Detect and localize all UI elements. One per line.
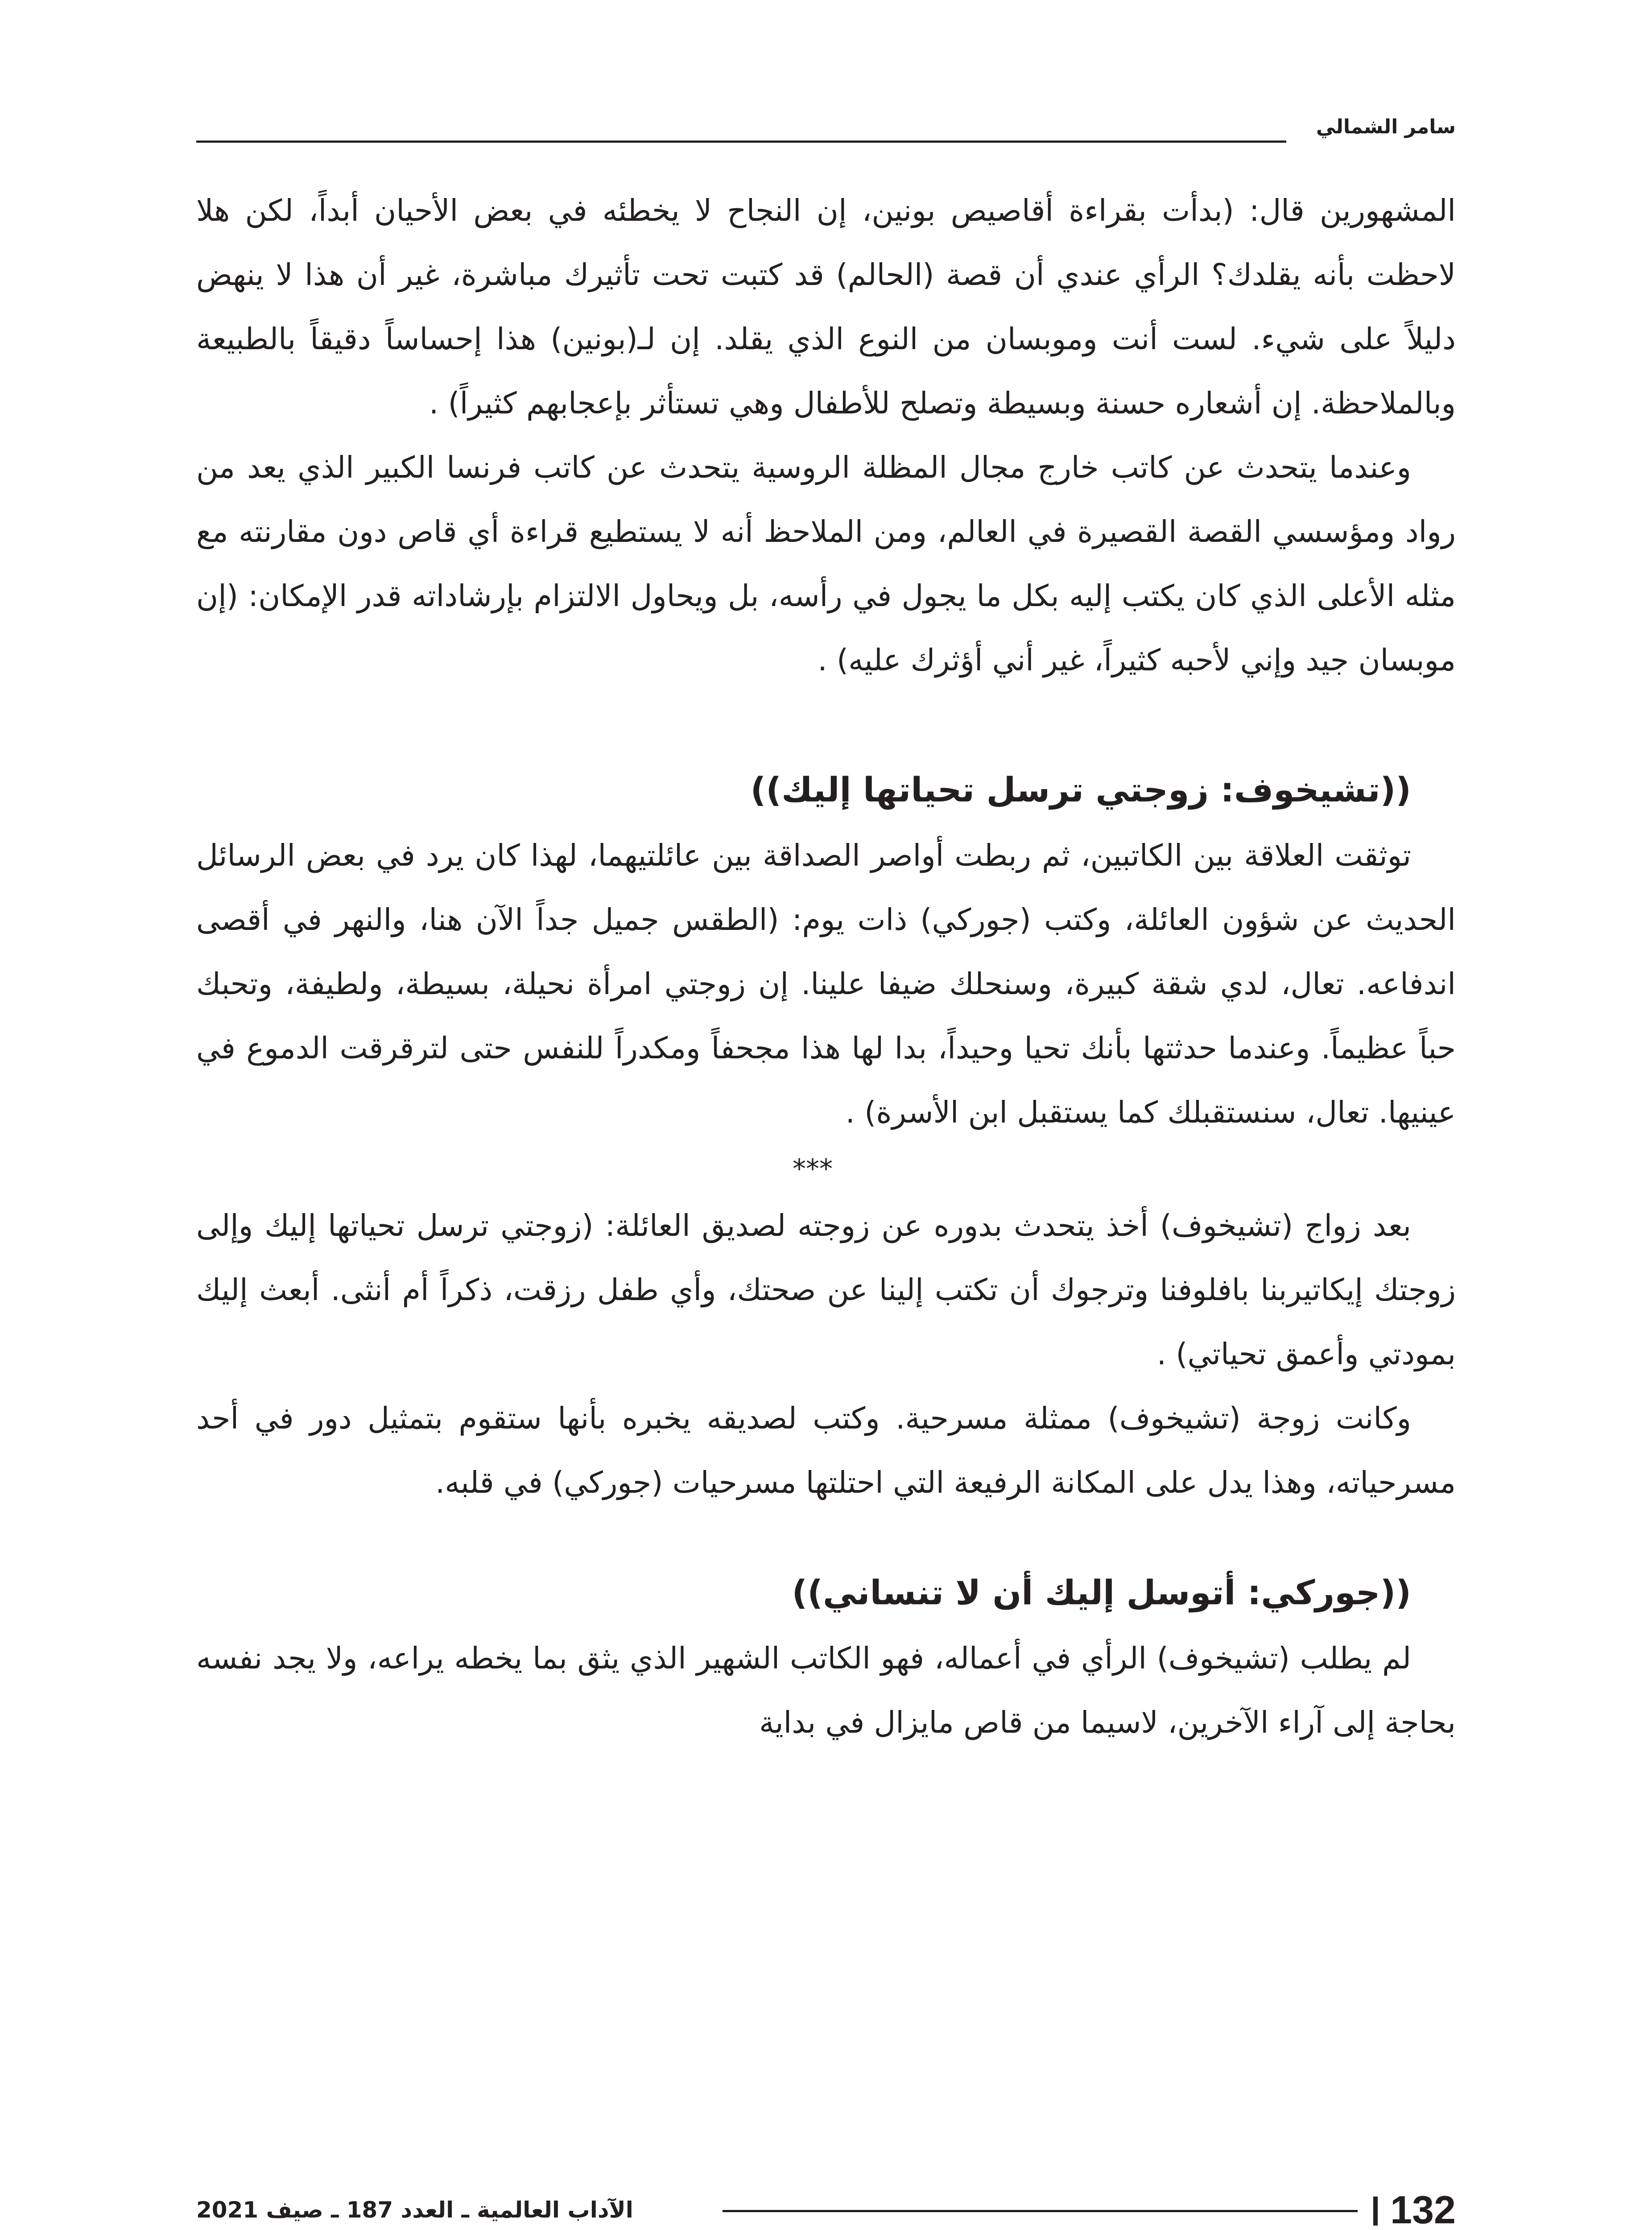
page-number-bar: [1373, 2197, 1378, 2226]
footer-rule: [723, 2210, 1358, 2212]
paragraph-1: المشهورين قال: (بدأت بقراءة أقاصيص بونين، إن النجاح لا يخطئه في بعض الأحيان أبداً، لكن هلا لاحظت بأنه يقلدك؟ الرأي عندي أن قصة (الحالم) قد كتبت تحت تأثيرك مباشرة، غير أن هذا لا ينهض دليلاً على شيء. لست أنت وموبسان من النوع الذي يقلد. إن لـ(بونين) هذا إحساساً دقيقاً بالطبيعة وبالملاحظة. إن أشعاره حسنة وبسيطة وتصلح للأطفال وهي تستأثر بإعجابهم كثيراً) .: [196, 193, 1456, 421]
section-spacer: [196, 692, 1456, 756]
header-rule: [196, 140, 1286, 143]
separator-stars: ***: [793, 1153, 833, 1185]
paragraph-2: وعندما يتحدث عن كاتب خارج مجال المظلة الروسية يتحدث عن كاتب فرنسا الكبير الذي يعد من رواد ومؤسسي القصة القصيرة في العالم، ومن الملاحظ أنه لا يستطيع قراءة أي قاص دون مقارنته مع مثله الأعلى الذي كان يكتب إليه بكل ما يجول في رأسه، بل ويحاول الالتزام بإرشاداته قدر الإمكان: (إن موبسان جيد وإني لأحبه كثيراً، غير أني أؤثرك عليه) .: [196, 450, 1456, 677]
page-header: [196, 109, 1456, 145]
paragraph-5: وكانت زوجة (تشيخوف) ممثلة مسرحية. وكتب لصديقه يخبره بأنها ستقوم بتمثيل دور في أحد مسرحياته، وهذا يدل على المكانة الرفيعة التي احتلتها مسرحيات (جوركي) في قلبه.: [196, 1401, 1456, 1500]
paragraph-3: توثقت العلاقة بين الكاتبين، ثم ربطت أواصر الصداقة بين عائلتيهما، لهذا كان يرد في بعض الرسائل الحديث عن شؤون العائلة، وكتب (جوركي) ذات يوم: (الطقس جميل جداً الآن هنا، والنهر في أقصى اندفاعه. تعال، لدي شقة كبيرة، وسنحلك ضيفا علينا. إن زوجتي امرأة نحيلة، بسيطة، ولطيفة، وتحبك حباً عظيماً. وعندما حدثتها بأنك تحيا وحيداً، بدا لها هذا مجحفاً ومكدراً للنفس حتى لترقرقت الدموع في عينيها. تعال، سنستقبلك كما يستقبل ابن الأسرة) .: [196, 838, 1456, 1130]
paragraph-6: لم يطلب (تشيخوف) الرأي في أعماله، فهو الكاتب الشهير الذي يثق بما يخطه يراعه، ولا يجد نفسه بحاجة إلى آراء الآخرين، لاسيما من قاص مايزال في بداية: [196, 1641, 1456, 1740]
running-header-author: سامر الشمالي: [1316, 116, 1456, 138]
section-heading-chekhov: ((تشيخوف: زوجتي ترسل تحياتها إليك)): [750, 770, 1411, 809]
page-footer: [196, 2185, 1456, 2230]
article-body: [196, 178, 1456, 1755]
section-heading-gorky: ((جوركي: أتوسل إليك أن لا تنساني)): [792, 1573, 1411, 1612]
page-number: 132: [1390, 2188, 1456, 2230]
section-spacer: [196, 1515, 1456, 1559]
journal-issue-info: الآداب العالمية ـ العدد 187 ـ صيف 2021: [196, 2197, 633, 2223]
paragraph-4: بعد زواج (تشيخوف) أخذ يتحدث بدوره عن زوجته لصديق العائلة: (زوجتي ترسل تحياتها إليك وإلى زوجتك إيكاتيربنا بافلوفنا وترجوك أن تكتب إلينا عن صحتك، وأي طفل رزقت، ذكراً أم أنثى. أبعث إليك بمودتي وأعمق تحياتي) .: [196, 1208, 1456, 1371]
